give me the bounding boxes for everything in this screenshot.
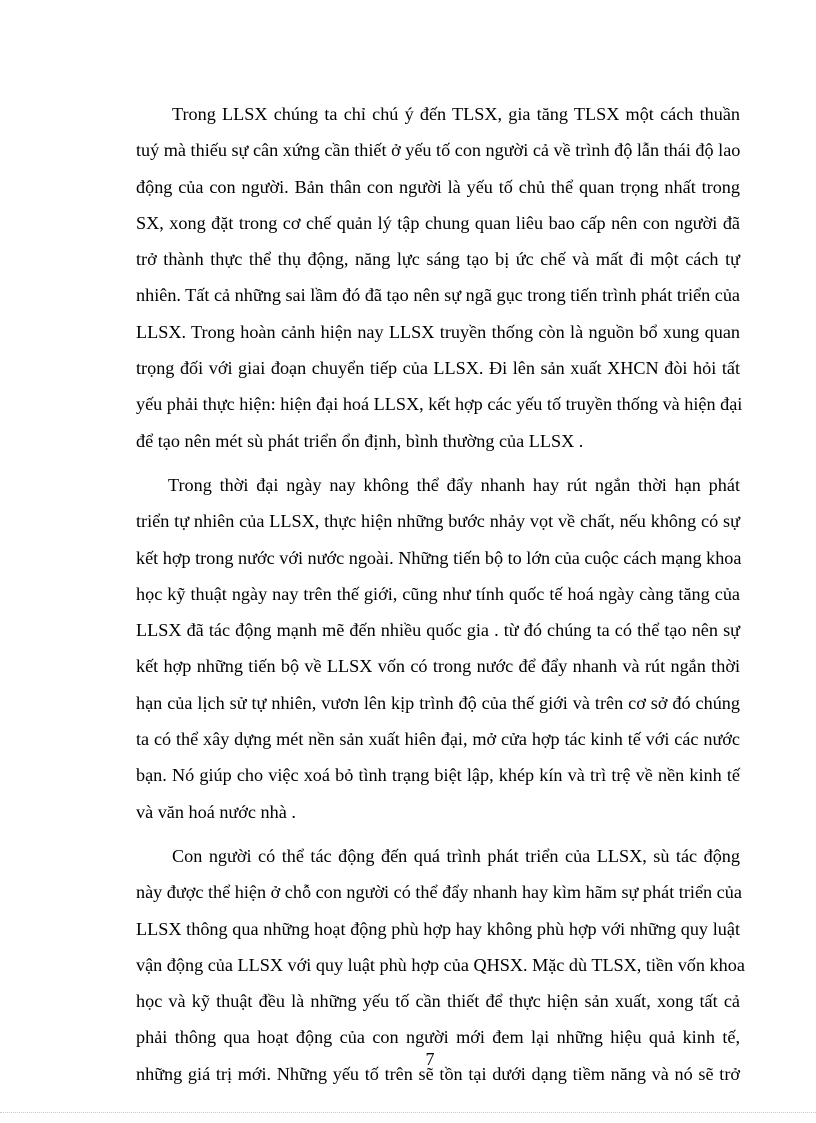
text-line: bạn. Nó giúp cho việc xoá bỏ tình trạng biệt lập, khép kín và trì trệ về nền kinh tế xyxy=(136,765,740,786)
text-line: tuý mà thiếu sự cân xứng cần thiết ở yếu tố con người cả về trình độ lẫn thái độ lao xyxy=(136,140,741,161)
text-line: để tạo nên mét sù phát triển ổn định, bình thường của LLSX . xyxy=(136,430,584,451)
text-line: động của con người. Bản thân con người là yếu tố chủ thể quan trọng nhất trong xyxy=(136,176,740,197)
page-number: 7 xyxy=(425,1049,435,1069)
text-line: triển tự nhiên của LLSX, thực hiện những bước nhảy vọt về chất, nếu không có sự xyxy=(136,511,740,532)
paragraph-1 xyxy=(136,96,743,459)
text-line: yếu phải thực hiện: hiện đại hoá LLSX, kết hợp các yếu tố truyền thống và hiện đại xyxy=(136,394,743,415)
text-line: phải thông qua hoạt động của con người mới đem lại những hiệu quả kinh tế, xyxy=(136,1027,740,1048)
text-line: trở thành thực thể thụ động, năng lực sáng tạo bị ức chế và mất đi một cách tự xyxy=(136,249,740,270)
text-line: những giá trị mới. Những yếu tố trên sẽ tồn tại dưới dạng tiềm năng và nó sẽ trở xyxy=(136,1063,740,1084)
text-line: LLSX đã tác động mạnh mẽ đến nhiều quốc gia . từ đó chúng ta có thể tạo nên sự xyxy=(136,620,740,641)
text-line: và văn hoá nước nhà . xyxy=(136,801,296,822)
text-line: Trong thời đại ngày nay không thể đẩy nhanh hay rút ngắn thời hạn phát xyxy=(168,474,740,495)
text-line: Con người có thể tác động đến quá trình phát triển của LLSX, sù tác động xyxy=(172,845,740,866)
text-line: LLSX. Trong hoàn cảnh hiện nay LLSX truyền thống còn là nguồn bổ xung quan xyxy=(136,321,740,342)
text-line: SX, xong đặt trong cơ chế quản lý tập chung quan liêu bao cấp nên con người đã xyxy=(136,212,740,233)
body-text xyxy=(136,96,745,1092)
text-line: Trong LLSX chúng ta chỉ chú ý đến TLSX, gia tăng TLSX một cách thuần xyxy=(172,104,740,124)
text-line: trọng đối với giai đoạn chuyển tiếp của LLSX. Đi lên sản xuất XHCN đòi hỏi tất xyxy=(136,358,740,379)
text-line: LLSX thông qua những hoạt động phù hợp hay không phù hợp với những quy luật xyxy=(136,918,740,939)
text-line: kết hợp những tiến bộ về LLSX vốn có trong nước để đẩy nhanh và rút ngắn thời xyxy=(136,656,740,677)
footer-divider xyxy=(0,1112,816,1113)
text-line: nhiên. Tất cả những sai lầm đó đã tạo nên sự ngã gục trong tiến trình phát triển của xyxy=(136,285,740,306)
text-line: này được thể hiện ở chỗ con người có thể đẩy nhanh hay kìm hãm sự phát triển của xyxy=(136,882,742,903)
text-line: học và kỹ thuật đều là những yếu tố cần thiết để thực hiện sản xuất, xong tất cả xyxy=(136,991,740,1012)
text-line: kết hợp trong nước với nước ngoài. Những tiến bộ to lớn của cuộc cách mạng khoa xyxy=(136,547,742,568)
text-line: hạn của lịch sử tự nhiên, vươn lên kịp trình độ của thế giới và trên cơ sở đó chúng xyxy=(136,692,740,713)
paragraph-2 xyxy=(136,467,740,830)
text-line: vận động của LLSX với quy luật phù hợp của QHSX. Mặc dù TLSX, tiền vốn khoa xyxy=(136,954,745,975)
text-line: ta có thể xây dựng mét nền sản xuất hiên đại, mở cửa hợp tác kinh tế với các nước xyxy=(136,729,740,750)
text-line: học kỹ thuật ngày nay trên thế giới, cũng như tính quốc tế hoá ngày càng tăng của xyxy=(136,583,740,604)
